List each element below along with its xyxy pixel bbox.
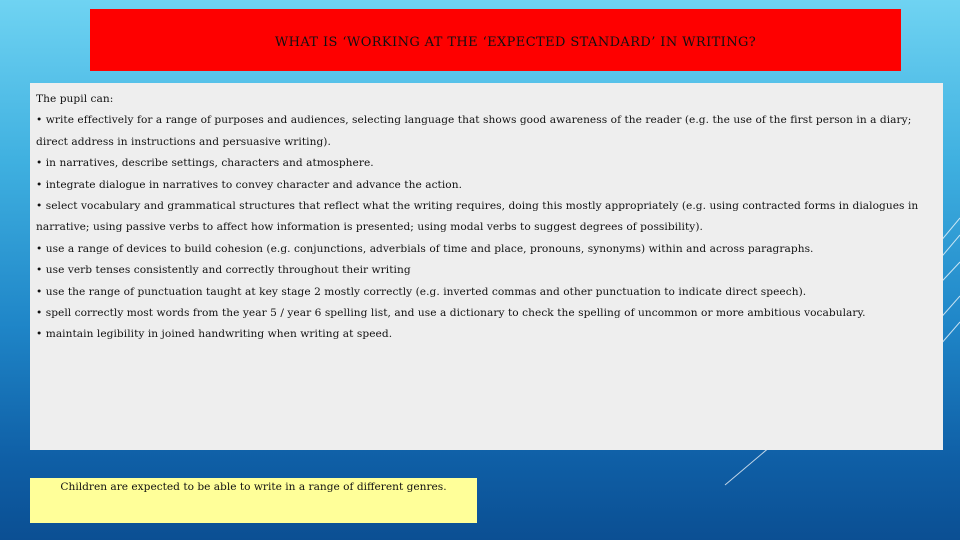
list-item: • select vocabulary and grammatical structures that reflect what the writing requires, doing this mostly appropriately (e.g. using contracted forms in dialogues in narrative; using passive verbs to affect how information is presented; using modal verbs to suggest degrees of possibility). — [36, 196, 927, 239]
standards-list — [36, 110, 927, 345]
genres-note: Children are expected to be able to write in a range of different genres. — [30, 478, 477, 523]
list-item: • use a range of devices to build cohesion (e.g. conjunctions, adverbials of time and place, pronouns, synonyms) within and across paragraphs. — [36, 239, 927, 260]
list-item: • maintain legibility in joined handwriting when writing at speed. — [36, 324, 927, 345]
list-item: • integrate dialogue in narratives to convey character and advance the action. — [36, 175, 927, 196]
slide-title: WHAT IS ‘WORKING AT THE ‘EXPECTED STANDARD’ IN WRITING? — [274, 34, 757, 50]
intro-text: The pupil can: — [36, 93, 114, 105]
title-banner — [90, 9, 901, 71]
list-item: • use verb tenses consistently and correctly throughout their writing — [36, 260, 927, 281]
list-item: • use the range of punctuation taught at key stage 2 mostly correctly (e.g. inverted commas and other punctuation to indicate direct speech). — [36, 282, 927, 303]
list-item: • spell correctly most words from the year 5 / year 6 spelling list, and use a dictionary to check the spelling of uncommon or more ambitious vocabulary. — [36, 303, 927, 324]
content-panel — [30, 83, 943, 450]
list-item: • in narratives, describe settings, characters and atmosphere. — [36, 153, 927, 174]
list-item: • write effectively for a range of purposes and audiences, selecting language that shows good awareness of the reader (e.g. the use of the first person in a diary; direct address in instructions and persuasive writing). — [36, 110, 927, 153]
